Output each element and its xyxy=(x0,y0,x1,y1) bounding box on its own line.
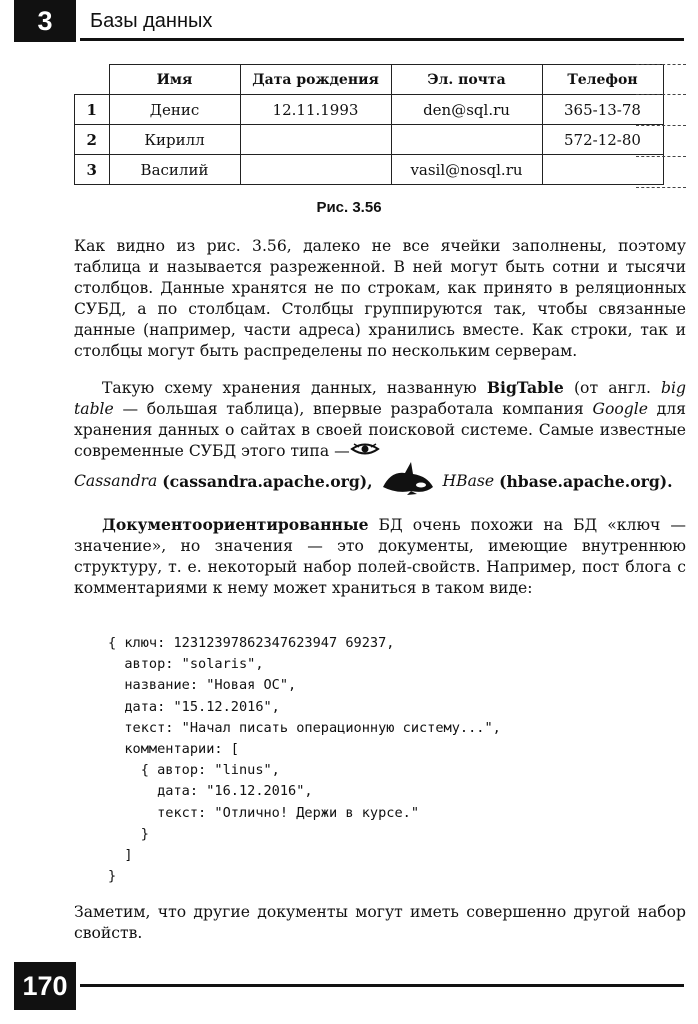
paragraph-document-db xyxy=(74,514,686,599)
term-cassandra: Cassandra xyxy=(74,471,158,490)
cell-name: Василий xyxy=(109,155,240,185)
table-header-row xyxy=(75,65,664,95)
sparse-table xyxy=(74,64,664,185)
text: — большая таблица), впервые разработала компания xyxy=(113,400,593,418)
term-hbase: HBase xyxy=(442,471,495,490)
column-header: Имя xyxy=(109,65,240,95)
hbase-orca-icon xyxy=(381,461,435,501)
cell-email: den@sql.ru xyxy=(391,95,542,125)
footer-rule xyxy=(80,984,684,987)
cell-name: Кирилл xyxy=(109,125,240,155)
cell-name: Денис xyxy=(109,95,240,125)
row-number: 1 xyxy=(75,95,110,125)
figure-caption: Рис. 3.56 xyxy=(316,199,382,216)
table-continuation-dash xyxy=(636,156,686,157)
table-continuation-dash xyxy=(636,125,686,126)
row-number: 2 xyxy=(75,125,110,155)
cassandra-url: (cassandra.apache.org), xyxy=(162,471,373,491)
column-header: Телефон xyxy=(542,65,663,95)
chapter-title: Базы данных xyxy=(90,10,213,32)
chapter-number: 3 xyxy=(14,0,76,42)
paragraph-sparse-table: Как видно из рис. 3.56, далеко не все ячейки заполнены, поэтому таблица и называется разреженной. В ней могут быть сотни и тысячи столбцов. Данные хранятся не по строкам, как принято в реляционных СУБД, а по столбцам. Столбцы группируются так, чтобы связанные данные (например, части адреса) хранились вместе. Как строки, так и столбцы могут быть распределены по нескольким серверам. xyxy=(74,237,686,360)
column-header: Эл. почта xyxy=(391,65,542,95)
table-continuation-dash xyxy=(636,64,686,65)
header-rule xyxy=(80,38,684,41)
table-corner xyxy=(75,65,110,95)
cell-birth: 12.11.1993 xyxy=(240,95,391,125)
column-header: Дата рождения xyxy=(240,65,391,95)
term-bigtable: BigTable xyxy=(486,378,564,397)
text: для хранения данных о сайтах в своей поисковой системе. Самые известные современные СУБД этого типа — xyxy=(74,400,686,460)
page-number: 170 xyxy=(14,962,76,1010)
text: (от англ. xyxy=(563,379,662,397)
code-listing: { ключ: 12312397862347623947 69237, автор: "solaris", название: "Новая ОС", дата: "15.12.2016", текст: "Начал писать операционную систему...", комментарии: [ { автор: "linus", дата: "16.12.2016", текст: "Отлично! Держи в курсе." } ] } xyxy=(108,635,501,885)
hbase-url: (hbase.apache.org). xyxy=(499,471,673,491)
cassandra-eye-icon xyxy=(350,442,380,460)
cell-birth xyxy=(240,125,391,155)
paragraph-bigtable xyxy=(74,377,686,462)
row-number: 3 xyxy=(75,155,110,185)
cell-email: vasil@nosql.ru xyxy=(391,155,542,185)
cell-phone: 365-13-78 xyxy=(542,95,663,125)
table-row xyxy=(75,125,664,155)
term-google: Google xyxy=(592,400,648,418)
cell-phone: 572-12-80 xyxy=(542,125,663,155)
cell-birth xyxy=(240,155,391,185)
logo-line xyxy=(74,461,686,501)
table-continuation-dash xyxy=(636,187,686,188)
cell-email xyxy=(391,125,542,155)
cell-phone xyxy=(542,155,663,185)
text: БД очень похожи на БД «ключ — значение», но значения — это документы, имеющие внутреннюю структуру, т. е. некоторый набор полей-свойств. Например, пост блога с комментариями к нему может храниться в таком виде: xyxy=(74,516,686,597)
paragraph-conclusion: Заметим, что другие документы могут иметь совершенно другой набор свойств. xyxy=(74,903,686,942)
table-row xyxy=(75,155,664,185)
term-document-oriented: Документоориентированные xyxy=(102,515,369,534)
table-continuation-dash xyxy=(636,94,686,95)
term-big-table: big table xyxy=(74,379,686,418)
text: Такую схему хранения данных, названную xyxy=(102,379,487,397)
table-row xyxy=(75,95,664,125)
